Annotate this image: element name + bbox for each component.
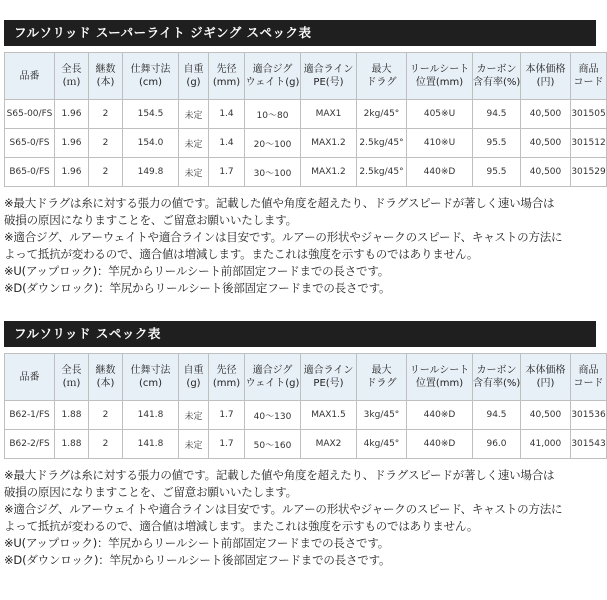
column-header bbox=[179, 53, 209, 100]
column-header-label: 含有率(%) bbox=[473, 378, 521, 389]
table-cell: 1.7 bbox=[209, 401, 245, 430]
table-cell: 50〜160 bbox=[245, 430, 301, 459]
table-cell: 40,500 bbox=[521, 129, 571, 158]
table-cell: 96.0 bbox=[473, 430, 521, 459]
table-cell: 1.96 bbox=[55, 129, 89, 158]
table-cell: 301536 bbox=[571, 401, 607, 430]
table-cell: 154.5 bbox=[123, 100, 179, 129]
table-cell: 301529 bbox=[571, 158, 607, 187]
column-header-label: ドラグ bbox=[366, 378, 397, 389]
note-line: ※適合ジグ、ルアーウェイトや適合ラインは目安です。ルアーの形状やジャークのスピード、キャストの方法に bbox=[4, 230, 563, 244]
column-header-label: (cm) bbox=[138, 378, 163, 389]
column-header-label: カーボン bbox=[476, 64, 517, 75]
column-header bbox=[123, 53, 179, 100]
notes bbox=[4, 467, 596, 569]
column-header-label: PE(号) bbox=[313, 77, 344, 88]
column-header bbox=[357, 53, 407, 100]
column-header-label: 仕舞寸法 bbox=[130, 365, 171, 376]
column-header-label: 商品 bbox=[578, 365, 599, 376]
table-cell: 30〜100 bbox=[245, 158, 301, 187]
table-cell: 94.5 bbox=[473, 100, 521, 129]
table-cell: B62-1/FS bbox=[5, 401, 55, 430]
column-header bbox=[571, 354, 607, 401]
note-line: 破損の原因になりますことを、ご留意お願いいたします。 bbox=[4, 213, 297, 227]
column-header bbox=[209, 53, 245, 100]
table-cell: 2kg/45° bbox=[357, 100, 407, 129]
spec-section-superlight bbox=[4, 20, 606, 297]
table-row bbox=[5, 158, 607, 187]
column-header bbox=[245, 354, 301, 401]
column-header bbox=[473, 354, 521, 401]
column-header-label: (g) bbox=[186, 378, 201, 389]
note-line: ※D(ダウンロック)：竿尻からリールシート後部固定フードまでの長さです。 bbox=[4, 553, 391, 567]
table-cell: 2 bbox=[89, 430, 123, 459]
column-header-label: ウェイト(g) bbox=[245, 77, 300, 88]
table-cell: S65-0/FS bbox=[5, 129, 55, 158]
table-cell: B65-0/FS bbox=[5, 158, 55, 187]
column-header-label: 全長 bbox=[61, 64, 82, 75]
column-header-label: 先径 bbox=[216, 365, 237, 376]
table-cell: 未定 bbox=[179, 129, 209, 158]
column-header-label: (本) bbox=[96, 77, 115, 88]
table-cell: 301505 bbox=[571, 100, 607, 129]
table-cell: 未定 bbox=[179, 430, 209, 459]
header-row bbox=[5, 354, 607, 401]
column-header-label: (g) bbox=[186, 77, 201, 88]
table-cell: 410※U bbox=[407, 129, 473, 158]
table-cell: 未定 bbox=[179, 158, 209, 187]
column-header-label: リールシート bbox=[409, 64, 470, 75]
column-header bbox=[89, 354, 123, 401]
column-header-label: 適合ジグ bbox=[252, 365, 293, 376]
column-header bbox=[5, 354, 55, 401]
column-header-label: PE(号) bbox=[313, 378, 344, 389]
table-cell: MAX1 bbox=[301, 100, 357, 129]
column-header bbox=[407, 354, 473, 401]
table-cell: 1.88 bbox=[55, 401, 89, 430]
table-cell: 405※U bbox=[407, 100, 473, 129]
note-line: よって抵抗が変わるので、適合値は増減します。またこれは強度を示すものではありません。 bbox=[4, 519, 479, 533]
table-cell: 1.4 bbox=[209, 129, 245, 158]
column-header-label: 最大 bbox=[371, 64, 392, 75]
table-cell: 未定 bbox=[179, 401, 209, 430]
spec-table bbox=[4, 353, 607, 459]
column-header-label: 含有率(%) bbox=[473, 77, 521, 88]
table-cell: 2 bbox=[89, 401, 123, 430]
table-body bbox=[5, 100, 607, 187]
table-cell: MAX2 bbox=[301, 430, 357, 459]
table-cell: MAX1.2 bbox=[301, 129, 357, 158]
table-cell: B62-2/FS bbox=[5, 430, 55, 459]
column-header-label: カーボン bbox=[476, 365, 517, 376]
column-header-label: リールシート bbox=[409, 365, 470, 376]
column-header-label: 品番 bbox=[19, 70, 40, 82]
table-cell: 40,500 bbox=[521, 100, 571, 129]
table-cell: 154.0 bbox=[123, 129, 179, 158]
table-cell: 41,000 bbox=[521, 430, 571, 459]
table-cell: 20〜100 bbox=[245, 129, 301, 158]
column-header-label: 商品 bbox=[578, 64, 599, 75]
note-line: ※最大ドラグは糸に対する張力の値です。記載した値や角度を超えたり、ドラグスピードが著しく速い場合は bbox=[4, 196, 555, 210]
column-header bbox=[407, 53, 473, 100]
column-header bbox=[55, 354, 89, 401]
column-header bbox=[301, 354, 357, 401]
table-row bbox=[5, 430, 607, 459]
note-line: ※最大ドラグは糸に対する張力の値です。記載した値や角度を超えたり、ドラグスピードが著しく速い場合は bbox=[4, 468, 555, 482]
note-line: よって抵抗が変わるので、適合値は増減します。またこれは強度を示すものではありません。 bbox=[4, 247, 479, 261]
column-header bbox=[473, 53, 521, 100]
column-header-label: 本体価格 bbox=[525, 64, 566, 75]
column-header-label: 先径 bbox=[216, 64, 237, 75]
table-cell: S65-00/FS bbox=[5, 100, 55, 129]
column-header bbox=[521, 354, 571, 401]
table-cell: 95.5 bbox=[473, 158, 521, 187]
column-header-label: (円) bbox=[536, 378, 555, 389]
column-header-label: コード bbox=[573, 77, 604, 88]
column-header-label: 自重 bbox=[183, 365, 204, 376]
column-header-label: ドラグ bbox=[366, 77, 397, 88]
column-header-label: ウェイト(g) bbox=[245, 378, 300, 389]
table-cell: 40,500 bbox=[521, 401, 571, 430]
note-line: ※U(アップロック)：竿尻からリールシート前部固定フードまでの長さです。 bbox=[4, 264, 390, 278]
column-header bbox=[301, 53, 357, 100]
table-row bbox=[5, 129, 607, 158]
column-header bbox=[5, 53, 55, 100]
note-line: ※D(ダウンロック)：竿尻からリールシート後部固定フードまでの長さです。 bbox=[4, 281, 391, 295]
table-cell: 未定 bbox=[179, 100, 209, 129]
column-header-label: 最大 bbox=[371, 365, 392, 376]
table-cell: MAX1.2 bbox=[301, 158, 357, 187]
table-cell: 2.5kg/45° bbox=[357, 129, 407, 158]
table-cell: 94.5 bbox=[473, 401, 521, 430]
column-header-label: (ｍ) bbox=[62, 77, 81, 88]
note-line: ※U(アップロック)：竿尻からリールシート前部固定フードまでの長さです。 bbox=[4, 536, 390, 550]
table-cell: 10〜80 bbox=[245, 100, 301, 129]
column-header-label: 仕舞寸法 bbox=[130, 64, 171, 75]
column-header-label: コード bbox=[573, 378, 604, 389]
table-cell: 1.7 bbox=[209, 430, 245, 459]
spec-section-fullsolid bbox=[4, 321, 606, 569]
column-header-label: (本) bbox=[96, 378, 115, 389]
table-cell: 141.8 bbox=[123, 401, 179, 430]
table-cell: 1.7 bbox=[209, 158, 245, 187]
column-header bbox=[209, 354, 245, 401]
column-header-label: 本体価格 bbox=[525, 365, 566, 376]
spec-table bbox=[4, 52, 607, 187]
column-header-label: (mm) bbox=[212, 77, 241, 88]
table-row bbox=[5, 100, 607, 129]
column-header bbox=[571, 53, 607, 100]
table-cell: 440※D bbox=[407, 401, 473, 430]
column-header bbox=[55, 53, 89, 100]
column-header-label: 全長 bbox=[61, 365, 82, 376]
table-cell: 1.96 bbox=[55, 100, 89, 129]
column-header-label: 適合ライン bbox=[303, 64, 354, 75]
note-line: 破損の原因になりますことを、ご留意お願いいたします。 bbox=[4, 485, 297, 499]
table-cell: 301543 bbox=[571, 430, 607, 459]
column-header bbox=[245, 53, 301, 100]
table-cell: 4kg/45° bbox=[357, 430, 407, 459]
table-cell: 440※D bbox=[407, 158, 473, 187]
table-cell: 1.4 bbox=[209, 100, 245, 129]
column-header bbox=[521, 53, 571, 100]
table-cell: 2 bbox=[89, 100, 123, 129]
column-header bbox=[89, 53, 123, 100]
table-cell: 301512 bbox=[571, 129, 607, 158]
notes bbox=[4, 195, 596, 297]
column-header-label: 継数 bbox=[95, 64, 116, 75]
table-cell: 2 bbox=[89, 129, 123, 158]
column-header bbox=[123, 354, 179, 401]
table-cell: 2.5kg/45° bbox=[357, 158, 407, 187]
column-header-label: 継数 bbox=[95, 365, 116, 376]
table-body bbox=[5, 401, 607, 459]
column-header-label: (mm) bbox=[212, 378, 241, 389]
table-cell: 440※D bbox=[407, 430, 473, 459]
column-header-label: 位置(mm) bbox=[415, 378, 464, 389]
column-header bbox=[179, 354, 209, 401]
table-cell: 95.5 bbox=[473, 129, 521, 158]
table-cell: MAX1.5 bbox=[301, 401, 357, 430]
table-cell: 40,500 bbox=[521, 158, 571, 187]
table-cell: 1.96 bbox=[55, 158, 89, 187]
column-header-label: 位置(mm) bbox=[415, 77, 464, 88]
table-cell: 3kg/45° bbox=[357, 401, 407, 430]
column-header-label: (円) bbox=[536, 77, 555, 88]
section-title: フルソリッド スペック表 bbox=[4, 321, 596, 347]
column-header-label: (cm) bbox=[138, 77, 163, 88]
column-header-label: 適合ライン bbox=[303, 365, 354, 376]
table-cell: 141.8 bbox=[123, 430, 179, 459]
column-header-label: 品番 bbox=[19, 371, 40, 383]
table-cell: 1.88 bbox=[55, 430, 89, 459]
column-header-label: 自重 bbox=[183, 64, 204, 75]
table-row bbox=[5, 401, 607, 430]
section-title: フルソリッド スーパーライト ジギング スペック表 bbox=[4, 20, 596, 46]
table-cell: 40〜130 bbox=[245, 401, 301, 430]
table-cell: 2 bbox=[89, 158, 123, 187]
column-header-label: (ｍ) bbox=[62, 378, 81, 389]
column-header bbox=[357, 354, 407, 401]
table-cell: 149.8 bbox=[123, 158, 179, 187]
header-row bbox=[5, 53, 607, 100]
column-header-label: 適合ジグ bbox=[252, 64, 293, 75]
note-line: ※適合ジグ、ルアーウェイトや適合ラインは目安です。ルアーの形状やジャークのスピード、キャストの方法に bbox=[4, 502, 563, 516]
